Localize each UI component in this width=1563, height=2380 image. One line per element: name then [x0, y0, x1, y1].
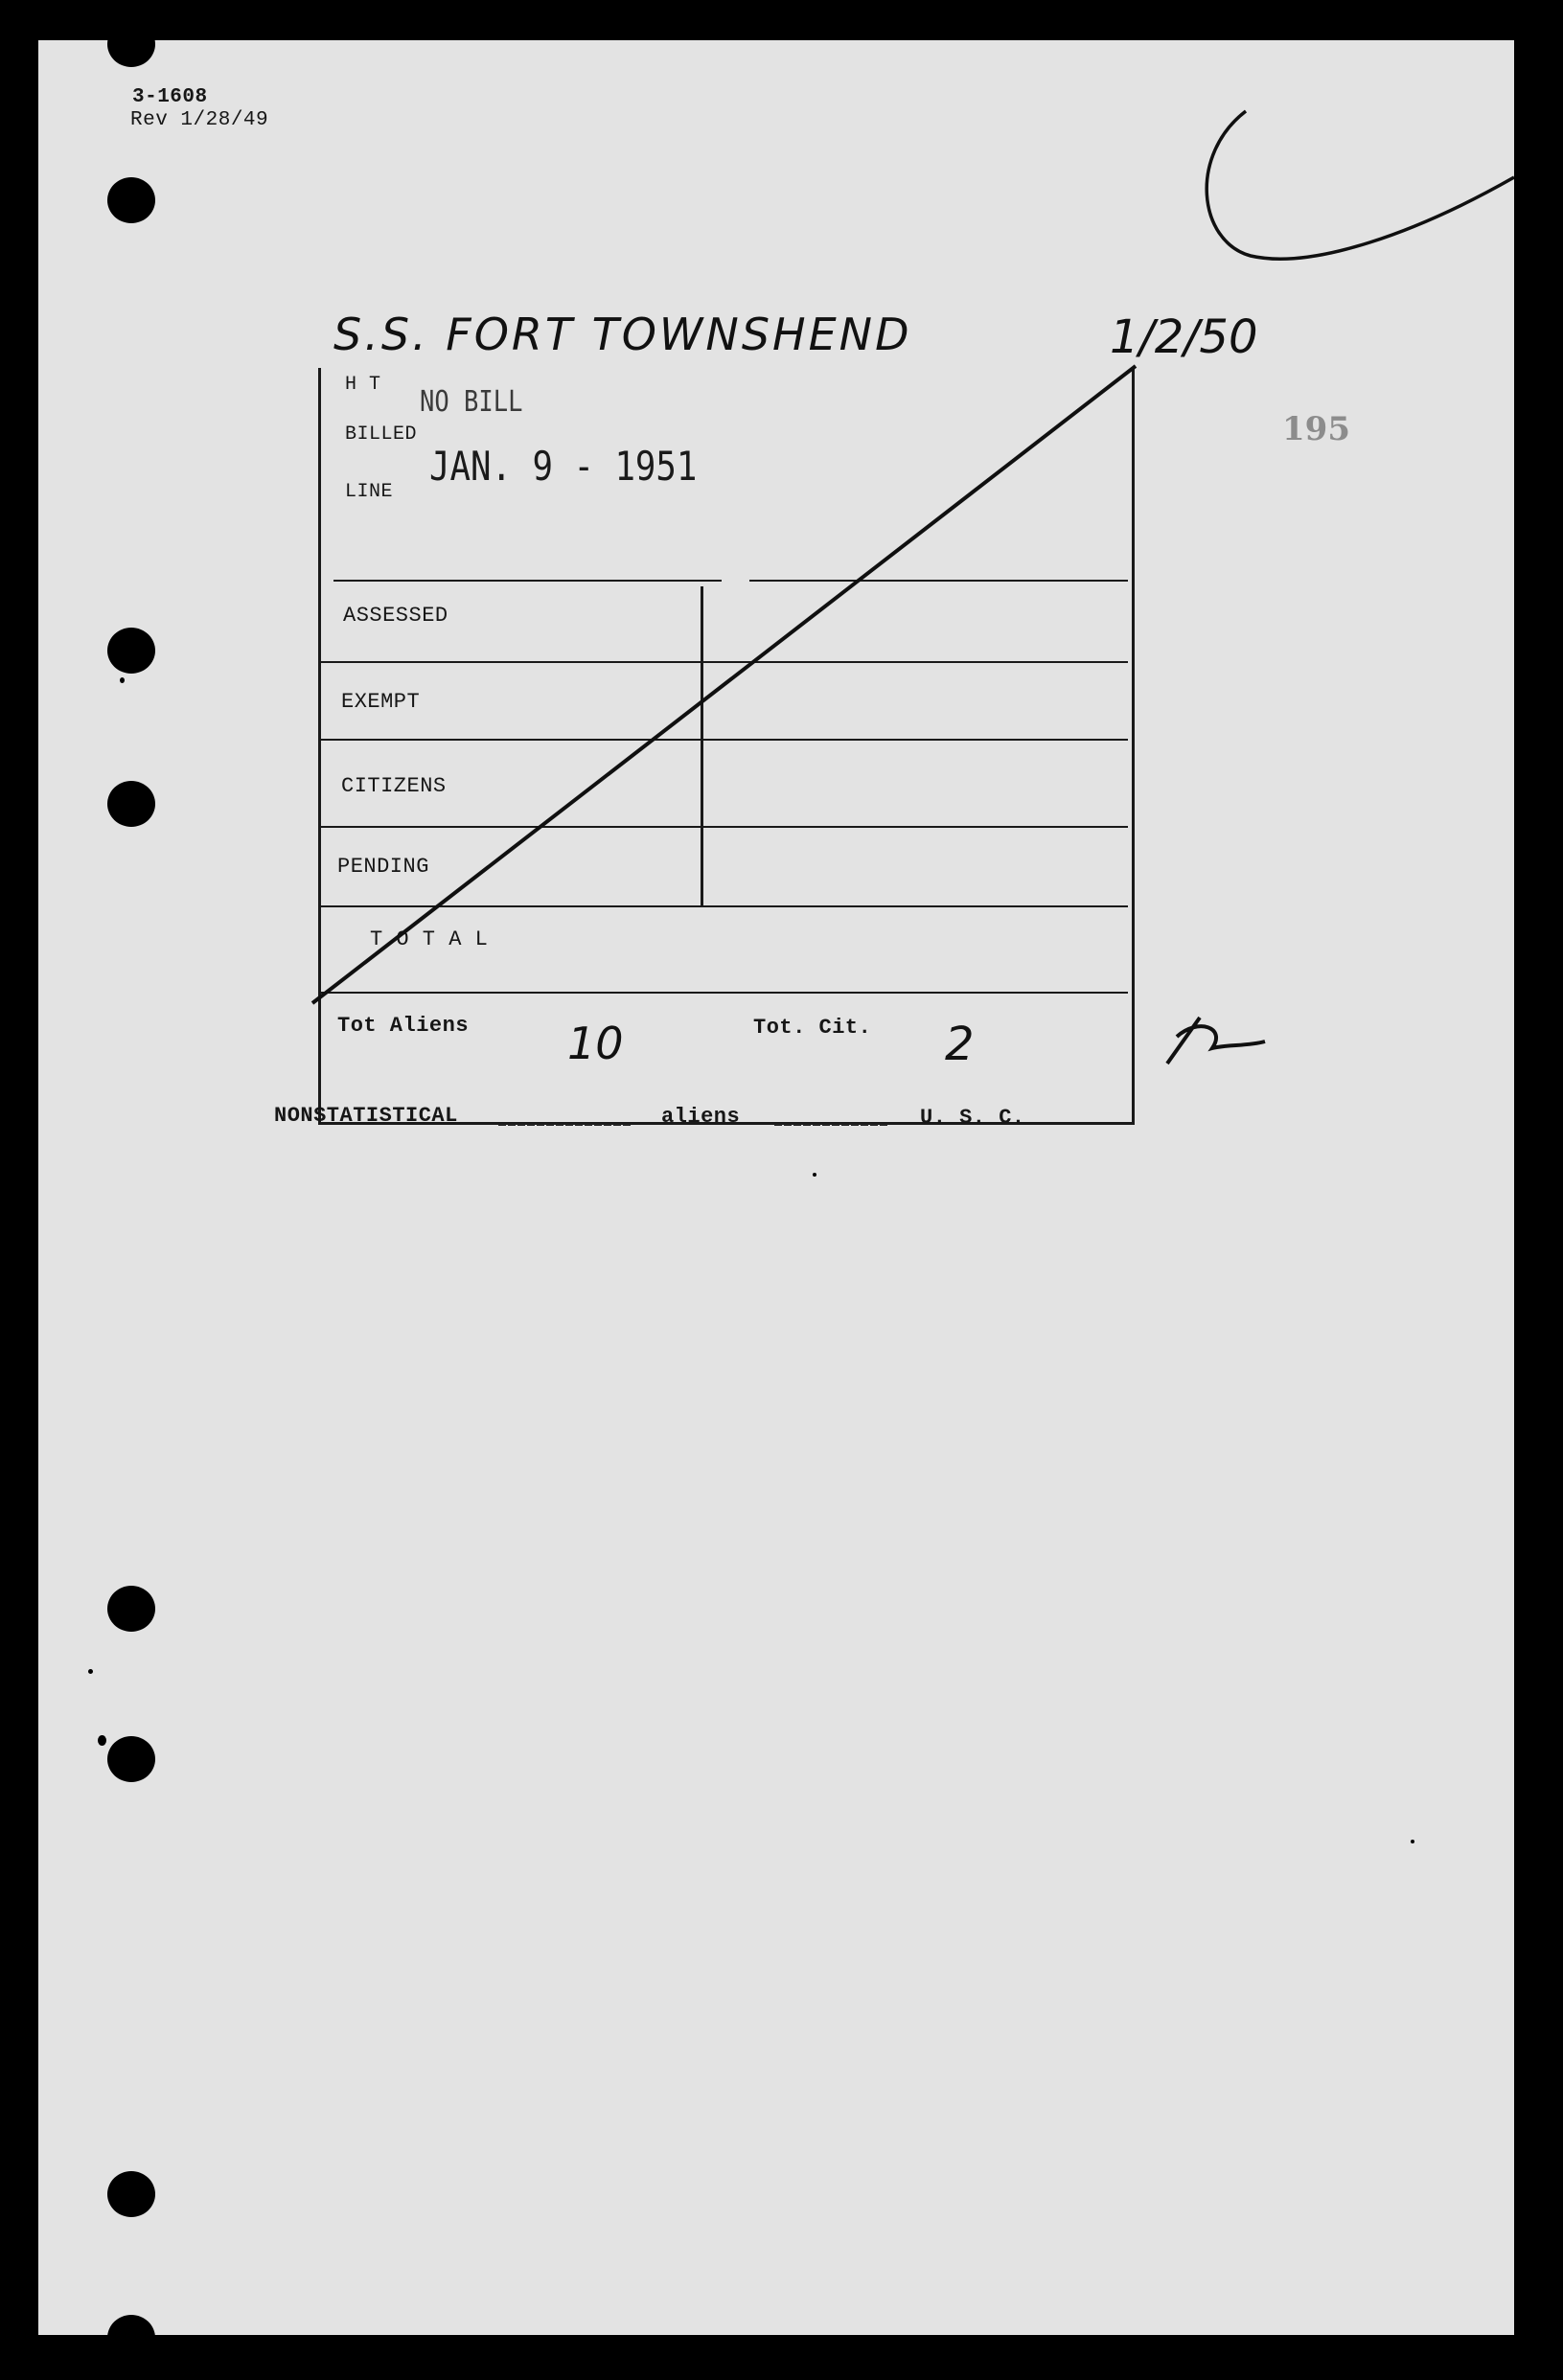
pending-label: PENDING	[337, 855, 429, 879]
vessel-name: S.S. FORT TOWNSHEND	[333, 309, 912, 360]
usc-label: U. S. C.	[920, 1106, 1025, 1130]
cancel-stroke	[312, 366, 1136, 1003]
document-page	[38, 40, 1514, 2335]
pen-marks	[38, 40, 1514, 2335]
assessed-label: ASSESSED	[343, 604, 448, 628]
nonstatistical-label: NONSTATISTICAL	[274, 1104, 458, 1128]
tot-aliens-value: 10	[567, 1018, 624, 1069]
date-stamp: JAN. 9 - 1951	[429, 443, 698, 490]
exempt-label: EXEMPT	[341, 690, 421, 714]
page-number: 195	[1282, 410, 1350, 448]
tot-cit-label: Tot. Cit.	[753, 1016, 872, 1040]
no-bill-stamp: NO BILL	[420, 385, 523, 419]
tot-cit-value: 2	[945, 1018, 975, 1071]
ht-label: H T	[345, 374, 381, 396]
form-revision: Rev 1/28/49	[130, 109, 269, 131]
form-number: 3-1608	[132, 86, 208, 108]
initials-mark	[1167, 1018, 1265, 1064]
total-label: T O T A L	[370, 927, 489, 951]
aliens-label: aliens	[661, 1105, 741, 1129]
check-mark	[1207, 111, 1514, 259]
line-label: LINE	[345, 481, 394, 503]
citizens-label: CITIZENS	[341, 774, 447, 798]
tot-aliens-label: Tot Aliens	[337, 1014, 470, 1038]
billed-label: BILLED	[345, 423, 418, 446]
handwritten-date: 1/2/50	[1110, 310, 1258, 364]
